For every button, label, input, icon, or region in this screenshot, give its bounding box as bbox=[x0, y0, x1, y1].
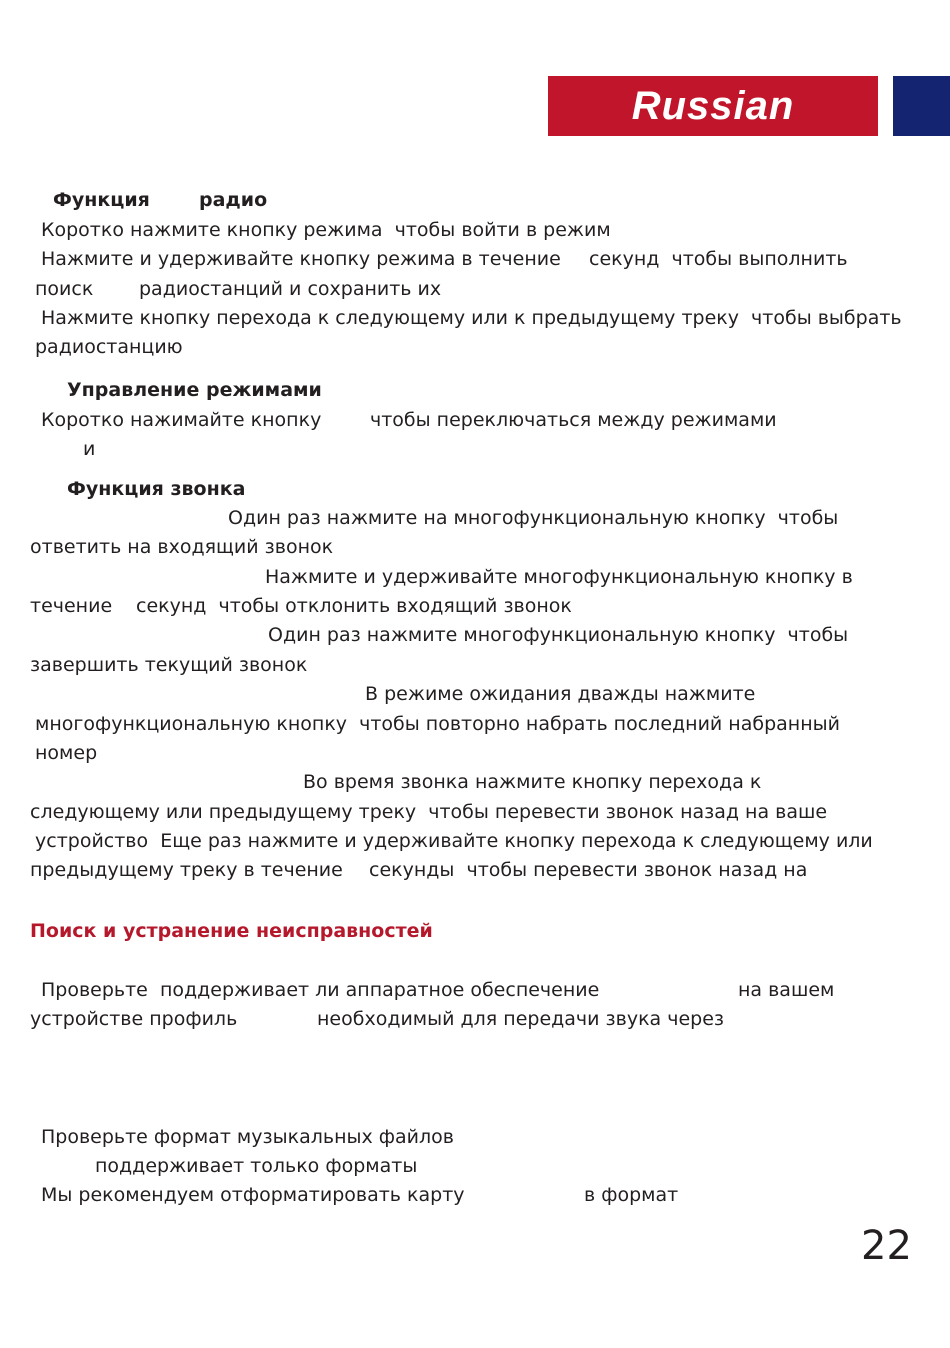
call-p4-line-3: номер bbox=[35, 742, 98, 764]
call-p4-line-2: многофункциональную кнопку чтобы повторно набрать последний набранный bbox=[35, 713, 840, 735]
call-p3-line-1: Один раз нажмите многофункциональную кнопку чтобы bbox=[268, 624, 849, 646]
radio-line-2b: секунд чтобы выполнить bbox=[589, 248, 848, 270]
call-p5-line-3: устройство Еще раз нажмите и удерживайте кнопку перехода к следующему или bbox=[35, 830, 873, 852]
call-p3-line-2: завершить текущий звонок bbox=[30, 654, 308, 676]
modes-line-1b: чтобы переключаться между режимами bbox=[370, 409, 777, 431]
radio-line-2a: Нажмите и удерживайте кнопку режима в течение bbox=[41, 248, 561, 270]
call-p5-line-1: Во время звонка нажмите кнопку перехода к bbox=[303, 771, 762, 793]
modes-line-1a: Коротко нажимайте кнопку bbox=[41, 409, 322, 431]
trouble-1-line-1a: Проверьте поддерживает ли аппаратное обеспечение bbox=[41, 979, 600, 1001]
radio-line-1: Коротко нажмите кнопку режима чтобы войти в режим bbox=[41, 219, 611, 241]
accent-block bbox=[893, 76, 950, 136]
trouble-1-line-2b: необходимый для передачи звука через bbox=[317, 1008, 725, 1030]
radio-heading-2: радио bbox=[199, 189, 268, 211]
call-p2-line-1: Нажмите и удерживайте многофункциональную кнопку в bbox=[265, 566, 853, 588]
trouble-1-line-2a: устройстве профиль bbox=[30, 1008, 238, 1030]
language-label: Russian bbox=[631, 83, 795, 128]
call-p5-line-2: следующему или предыдущему треку чтобы перевести звонок назад на ваше bbox=[30, 801, 828, 823]
radio-line-3a: поиск bbox=[35, 278, 94, 300]
call-p2-line-2b: секунд чтобы отклонить входящий звонок bbox=[136, 595, 572, 617]
trouble-2-line-3b: в формат bbox=[584, 1184, 679, 1206]
radio-line-3b: радиостанций и сохранить их bbox=[139, 278, 442, 300]
call-p1-line-2: ответить на входящий звонок bbox=[30, 536, 334, 558]
call-heading: Функция звонка bbox=[67, 478, 246, 500]
troubleshooting-heading: Поиск и устранение неисправностей bbox=[30, 920, 433, 942]
modes-line-2: и bbox=[83, 438, 96, 460]
radio-line-5: радиостанцию bbox=[35, 336, 183, 358]
radio-line-4: Нажмите кнопку перехода к следующему или к предыдущему треку чтобы выбрать bbox=[41, 307, 902, 329]
radio-heading-1: Функция bbox=[53, 189, 150, 211]
language-badge bbox=[548, 76, 878, 136]
call-p2-line-2a: течение bbox=[30, 595, 113, 617]
call-p5-line-4b: секунды чтобы перевести звонок назад на bbox=[369, 859, 808, 881]
call-p4-line-1: В режиме ожидания дважды нажмите bbox=[365, 683, 756, 705]
trouble-2-line-1: Проверьте формат музыкальных файлов bbox=[41, 1126, 454, 1148]
trouble-1-line-1b: на вашем bbox=[738, 979, 835, 1001]
call-p1-line-1: Один раз нажмите на многофункциональную кнопку чтобы bbox=[228, 507, 839, 529]
trouble-2-line-2: поддерживает только форматы bbox=[95, 1155, 418, 1177]
modes-heading: Управление режимами bbox=[67, 379, 322, 401]
call-p5-line-4a: предыдущему треку в течение bbox=[30, 859, 343, 881]
trouble-2-line-3a: Мы рекомендуем отформатировать карту bbox=[41, 1184, 465, 1206]
page-number: 22 bbox=[861, 1223, 912, 1269]
